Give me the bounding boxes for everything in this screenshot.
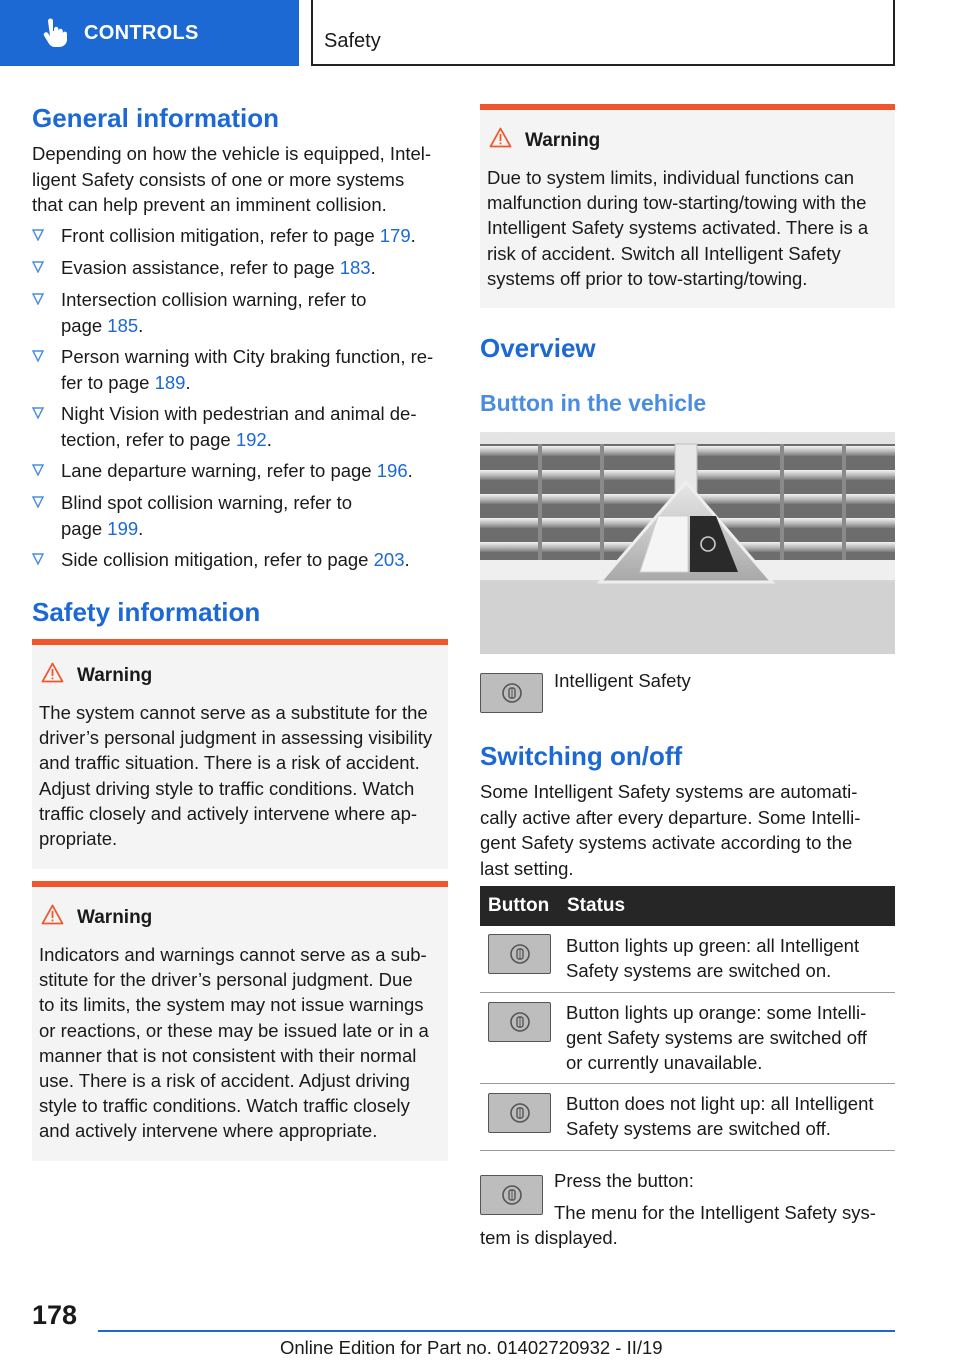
switching-line: last setting.	[480, 857, 574, 879]
list-item-text-cont: page	[61, 314, 108, 336]
warning-line: Adjust driving style to traffic conditions. Watch	[39, 777, 415, 799]
status-line: Safety systems are switched off.	[566, 1118, 831, 1140]
page-link[interactable]: 192	[235, 428, 267, 450]
triangle-bullet-icon	[32, 464, 44, 476]
table-row	[480, 992, 895, 1084]
table-row	[480, 926, 895, 992]
list-item-text: Front collision mitigation, refer to page	[61, 225, 380, 246]
table-header-row	[480, 886, 895, 926]
status-line: Button lights up orange: some Intelli‐	[566, 1001, 867, 1023]
list-item-text: Intersection collision warning, refer to	[61, 289, 367, 310]
footer-edition: Online Edition for Part no. 01402720932 - II/19	[280, 1337, 663, 1358]
warning-line: stitute for the driver’s personal judgment. Due	[39, 969, 413, 991]
overview-heading: Overview	[480, 333, 596, 363]
table-cell-status	[559, 1084, 895, 1150]
switching-line: gent Safety systems activate according to the	[480, 832, 853, 853]
warning-text	[39, 700, 432, 851]
warning-title: Warning	[525, 130, 601, 151]
table-cell-button	[480, 1084, 559, 1150]
page-link[interactable]: 196	[376, 460, 408, 481]
warning-line: use. There is a risk of accident. Adjust driving	[39, 1070, 410, 1092]
page-number: 178	[32, 1300, 78, 1330]
list-item-text: Person warning with City braking function, re‐	[61, 346, 434, 367]
page-link[interactable]: 189	[154, 371, 186, 393]
intelligent-safety-icon	[509, 1102, 531, 1124]
list-item-end: .	[185, 371, 191, 393]
button-green-image	[488, 934, 551, 974]
warning-box-visibility	[32, 639, 448, 869]
table-cell-status	[559, 992, 895, 1084]
warning-line: malfunction during tow-starting/towing with the	[487, 192, 867, 214]
warning-box-indicators	[32, 881, 448, 1161]
button-in-vehicle-heading: Button in the vehicle	[480, 390, 707, 416]
table-cell-button	[480, 992, 559, 1084]
safety-information-heading: Safety information	[32, 597, 261, 627]
intelligent-safety-icon	[509, 943, 531, 965]
general-information-heading: General information	[32, 103, 280, 133]
warning-line: propriate.	[39, 828, 118, 850]
status-line: gent Safety systems are switched off	[566, 1026, 867, 1048]
menu-line-1: The menu for the Intelligent Safety sys‐	[554, 1202, 876, 1223]
header-divider-bottom	[311, 64, 895, 66]
list-item-end: .	[404, 549, 410, 570]
list-item	[32, 223, 448, 249]
press-instruction: Press the button:	[554, 1170, 694, 1191]
warning-text	[39, 942, 429, 1144]
list-item	[32, 547, 448, 573]
vehicle-button-photo	[480, 432, 895, 654]
status-line: Safety systems are switched on.	[566, 960, 832, 982]
status-line: or currently unavailable.	[566, 1051, 763, 1073]
table-cell-button	[480, 926, 559, 992]
list-item-end: .	[407, 460, 413, 481]
switching-text	[480, 779, 895, 881]
warning-text	[487, 165, 868, 291]
list-item-text-cont: tection, refer to page	[61, 428, 236, 450]
intelligent-safety-icon	[501, 682, 523, 704]
triangle-bullet-icon	[32, 407, 44, 419]
chapter-tab[interactable]	[0, 0, 299, 66]
list-item	[32, 287, 448, 338]
warning-line: or reactions, or these may be issued late or in a	[39, 1019, 429, 1041]
warning-line: The system cannot serve as a substitute for the	[39, 702, 428, 723]
warning-line: manner that is not consistent with their normal	[39, 1044, 417, 1066]
triangle-bullet-icon	[32, 553, 44, 565]
triangle-bullet-icon	[32, 261, 44, 273]
list-item	[32, 401, 448, 452]
table-cell-status	[559, 926, 895, 992]
warning-line: Due to system limits, individual functions can	[487, 167, 855, 188]
list-item-text: Blind spot collision warning, refer to	[61, 492, 353, 513]
list-item-end: .	[138, 314, 144, 336]
warning-line: to its limits, the system may not issue warnings	[39, 994, 424, 1016]
intelligent-safety-button-image	[480, 673, 543, 713]
switching-line: Some Intelligent Safety systems are automati‐	[480, 781, 858, 802]
air-vent-illustration	[480, 432, 895, 654]
list-item	[32, 255, 448, 281]
page-link[interactable]: 185	[107, 314, 139, 336]
status-line: Button does not light up: all Intelligent	[566, 1093, 874, 1115]
intelligent-safety-icon	[501, 1184, 523, 1206]
section-title: Safety	[324, 30, 381, 52]
warning-line: traffic closely and actively intervene where ap‐	[39, 802, 418, 824]
chapter-tab-label: CONTROLS	[84, 21, 199, 44]
warning-title: Warning	[77, 907, 153, 928]
page-link[interactable]: 179	[379, 225, 411, 246]
list-item-text-cont: fer to page	[61, 371, 155, 393]
list-item-text: Lane departure warning, refer to page	[61, 460, 377, 481]
col-header-status: Status	[559, 886, 895, 926]
table-row	[480, 1084, 895, 1150]
warning-line: and traffic situation. There is a risk of accident.	[39, 752, 420, 774]
button-caption: Intelligent Safety	[554, 670, 691, 691]
warning-line: driver’s personal judgment in assessing visibility	[39, 727, 433, 749]
switching-line: cally active after every departure. Some Intelli‐	[480, 806, 861, 828]
page-link[interactable]: 203	[373, 549, 405, 570]
list-item-text-cont: page	[61, 517, 108, 539]
list-item-end: .	[138, 517, 144, 539]
triangle-bullet-icon	[32, 350, 44, 362]
list-item	[32, 458, 448, 484]
warning-line: style to traffic conditions. Watch traffic closely	[39, 1095, 410, 1117]
button-status-table	[480, 886, 895, 1151]
header-divider-left	[311, 0, 313, 66]
press-button-image	[480, 1175, 543, 1215]
list-item-text: Evasion assistance, refer to page	[61, 257, 340, 278]
warning-line: risk of accident. Switch all Intelligent Safety	[487, 242, 841, 264]
menu-line-2: tem is displayed.	[480, 1227, 618, 1248]
triangle-bullet-icon	[32, 293, 44, 305]
page-link[interactable]: 199	[107, 517, 139, 539]
intro-text: Depending on how the vehicle is equipped, Intel‐ ligent Safety consists of one or more systems that can help prevent an imminent collision.	[32, 143, 432, 215]
general-intro	[32, 141, 452, 218]
list-item-end: .	[370, 257, 376, 278]
warning-line: and actively intervene where appropriate.	[39, 1120, 378, 1142]
hand-pointer-icon	[38, 18, 68, 48]
button-off-image	[488, 1093, 551, 1133]
intelligent-safety-icon	[509, 1011, 531, 1033]
header-divider-right	[893, 0, 895, 66]
list-item	[32, 490, 448, 541]
footer-rule	[98, 1330, 895, 1332]
warning-line: Intelligent Safety systems activated. There is a	[487, 217, 869, 239]
warning-line: Indicators and warnings cannot serve as a sub‐	[39, 944, 427, 965]
list-item-end: .	[410, 225, 416, 246]
button-orange-image	[488, 1002, 551, 1042]
list-item-text: Night Vision with pedestrian and animal de‐	[61, 403, 417, 424]
list-item-text: Side collision mitigation, refer to page	[61, 549, 374, 570]
warning-triangle-icon	[41, 904, 64, 925]
switching-heading: Switching on/off	[480, 741, 683, 771]
list-item-end: .	[266, 428, 272, 450]
page-link[interactable]: 183	[339, 257, 371, 278]
warning-line: systems off prior to tow-starting/towing.	[487, 267, 808, 289]
col-header-button: Button	[480, 886, 559, 926]
warning-title: Warning	[77, 665, 153, 686]
list-item	[32, 344, 448, 395]
status-line: Button lights up green: all Intelligent	[566, 935, 860, 956]
triangle-bullet-icon	[32, 229, 44, 241]
warning-triangle-icon	[489, 127, 512, 148]
warning-triangle-icon	[41, 662, 64, 683]
warning-box-towing	[480, 104, 895, 308]
triangle-bullet-icon	[32, 496, 44, 508]
